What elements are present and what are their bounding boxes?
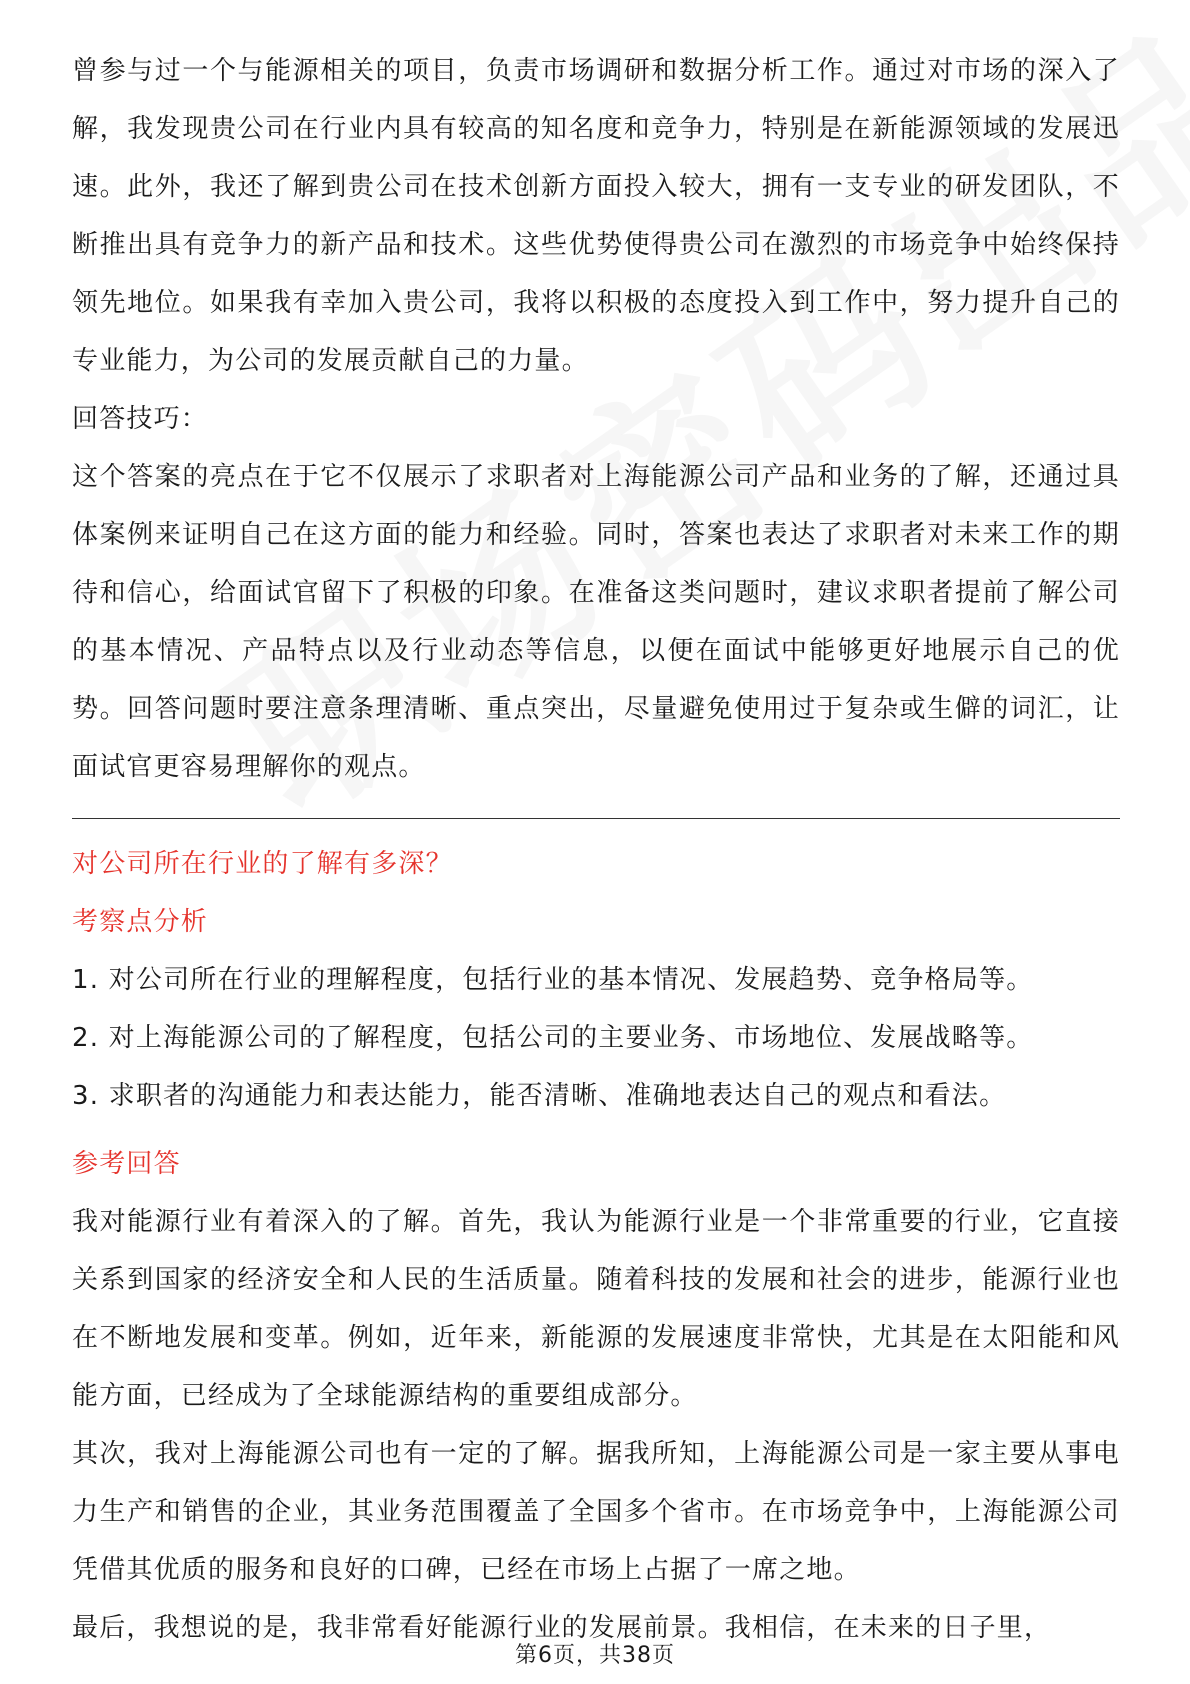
page-footer: 第6页，共38页 <box>515 1643 675 1668</box>
tips-paragraph: 这个答案的亮点在于它不仅展示了求职者对上海能源公司产品和业务的了解，还通过具体案例来证明自己在这方面的能力和经验。同时，答案也表达了求职者对未来工作的期待和信心，给面试官留下了积极的印象。在准备这类问题时，建议求职者提前了解公司的基本情况、产品特点以及行业动态等信息，以便在面试中能够更好地展示自己的优势。回答问题时要注意条理清晰、重点突出，尽量避免使用过于复杂或生僻的词汇，让面试官更容易理解你的观点。 <box>72 462 1120 782</box>
analysis-title: 考察点分析 <box>72 907 209 937</box>
intro-paragraph: 曾参与过一个与能源相关的项目，负责市场调研和数据分析工作。通过对市场的深入了解，我发现贵公司在行业内具有较高的知名度和竞争力，特别是在新能源领域的发展迅速。此外，我还了解到贵公司在技术创新方面投入较大，拥有一支专业的研发团队，不断推出具有竞争力的新产品和技术。这些优势使得贵公司在激烈的市场竞争中始终保持领先地位。如果我有幸加入贵公司，我将以积极的态度投入到工作中，努力提升自己的专业能力，为公司的发展贡献自己的力量。 <box>72 56 1120 376</box>
question-title: 对公司所在行业的了解有多深？ <box>72 849 453 879</box>
answer-title: 参考回答 <box>72 1149 181 1179</box>
answer-paragraph: 其次，我对上海能源公司也有一定的了解。据我所知，上海能源公司是一家主要从事电力生产和销售的企业，其业务范围覆盖了全国多个省市。在市场竞争中，上海能源公司凭借其优质的服务和良好的口碑，已经在市场上占据了一席之地。 <box>72 1439 1120 1585</box>
analysis-item: 3. 求职者的沟通能力和表达能力，能否清晰、准确地表达自己的观点和看法。 <box>72 1081 1007 1111</box>
analysis-item: 1. 对公司所在行业的理解程度，包括行业的基本情况、发展趋势、竞争格局等。 <box>72 965 1034 995</box>
section-divider <box>72 818 1120 819</box>
answer-paragraph: 我对能源行业有着深入的了解。首先，我认为能源行业是一个非常重要的行业，它直接关系到国家的经济安全和人民的生活质量。随着科技的发展和社会的进步，能源行业也在不断地发展和变革。例如，近年来，新能源的发展速度非常快，尤其是在太阳能和风能方面，已经成为了全球能源结构的重要组成部分。 <box>72 1207 1120 1411</box>
tips-label: 回答技巧： <box>72 404 209 434</box>
answer-paragraph: 最后，我想说的是，我非常看好能源行业的发展前景。我相信，在未来的日子里， <box>72 1613 1052 1643</box>
analysis-item: 2. 对上海能源公司的了解程度，包括公司的主要业务、市场地位、发展战略等。 <box>72 1023 1034 1053</box>
document-page <box>72 42 1120 1657</box>
